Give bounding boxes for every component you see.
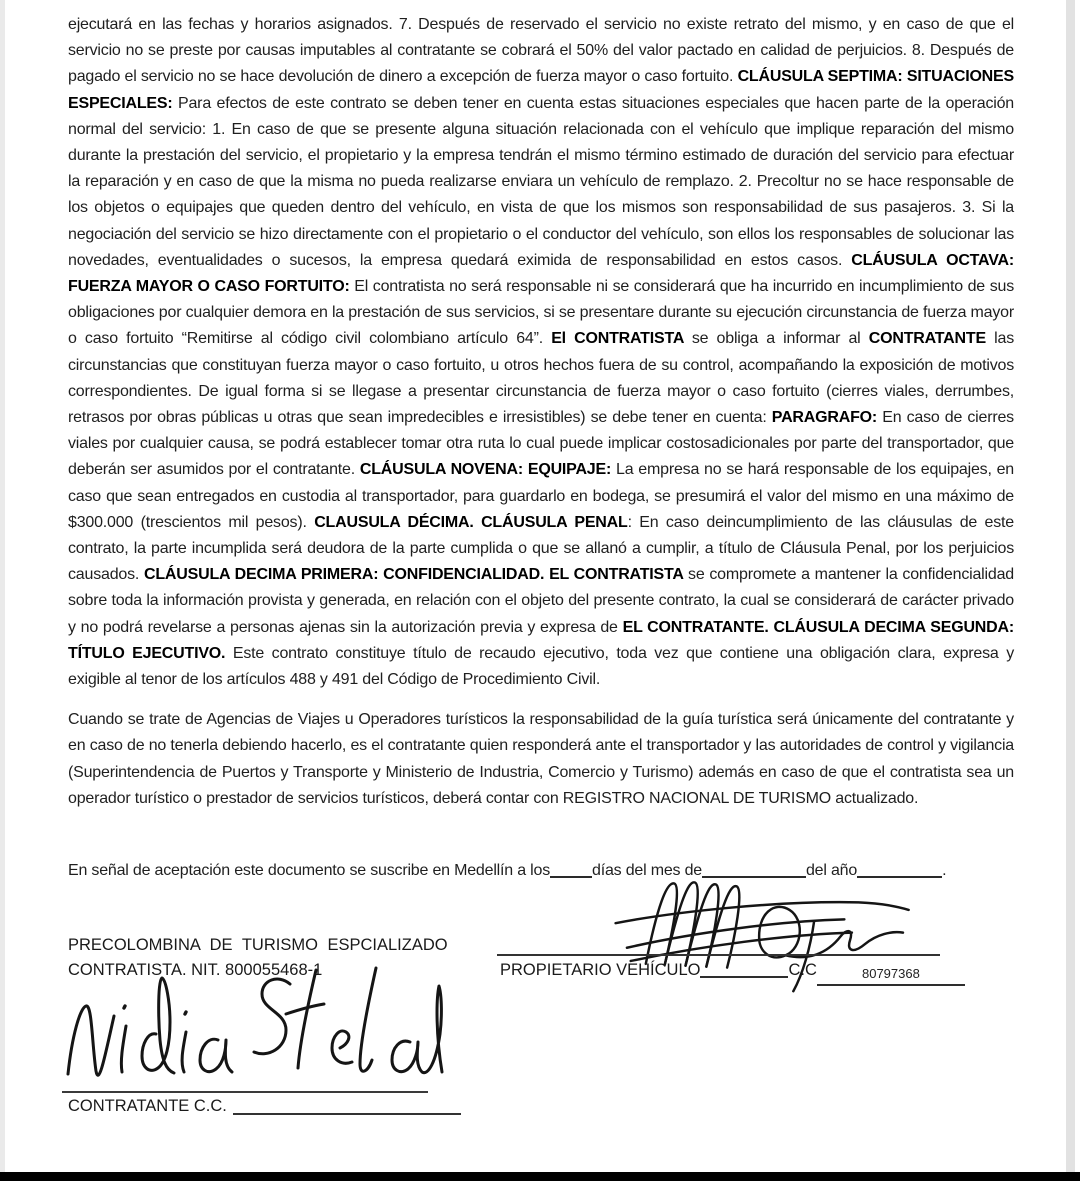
clause-text: El contratista no será responsable ni se considerará que ha incurrido en incumplimiento de sus obligaciones por cualquier demora en la prestación de sus servicios, si se presentare durante su ejecución circunstancia de fuerza mayor o caso fortuito “Remitirse al código civil colombiano artículo 64”.	[68, 278, 1014, 348]
clause-text: Este contrato constituye título de recaudo ejecutivo, toda vez que contiene una obligación clara, expresa y exigible al tenor de los artículos 488 y 491 del Código de Procedimiento Civil.	[68, 644, 1014, 689]
contratante-signature-line	[62, 1091, 428, 1093]
clause-heading-novena: CLÁUSULA NOVENA: EQUIPAJE:	[359, 461, 616, 479]
contratista-nit-line: CONTRATISTA. NIT. 800055468-1	[68, 961, 323, 979]
clause-text: se compromete a mantener la confidencialidad sobre toda la información provista y generada, en relación con el objeto del presente contrato, la cual se considerará de carácter privado y no podrá revelarse a personas ajenas sin la autorización previa y expresa de	[68, 566, 1014, 636]
clause-text: La empresa no se hará responsable de los equipajes, en caso que sean entregados en custodia al transportador, para guardarlo en bodega, se presumirá el valor del mismo en una máximo de $300.000 (trescientos mil pesos).	[68, 461, 1014, 531]
propietario-role-label: PROPIETARIO VEHÍCULO	[500, 961, 701, 979]
clause-text: ejecutará en las fechas y horarios asignados. 7. Después de reservado el servicio no existe retrato del mismo, y en caso de que el servicio no se preste por causas imputables al contratante se cobrará el 50% del valor pactado en calidad de perjuicios. 8. Después de pagado el servicio no se hace devolución de dinero a excepción de fuerza mayor o caso fortuito.	[68, 16, 1014, 86]
acceptance-text: En señal de aceptación este documento se suscribe en Medellín a los	[68, 862, 551, 880]
propietario-signature-line	[497, 954, 940, 956]
acceptance-text: días del mes de	[592, 862, 702, 880]
clause-text: se obliga a informar al	[691, 330, 869, 348]
clause-text: En caso de cierres viales por cualquier causa, se podrá establecer tomar otra ruta lo cual puede implicar costosadicionales por parte del transportador, que deberán ser asumidos por el contratante.	[68, 409, 1014, 479]
propietario-name-blank	[700, 960, 788, 978]
contract-clauses-paragraph	[68, 12, 1014, 693]
days-blank-field	[550, 860, 592, 878]
contratista-emphasis: El CONTRATISTA	[551, 330, 692, 348]
clause-text: Para efectos de este contrato se deben tener en cuenta estas situaciones especiales que hacen parte de la operación normal del servicio: 1. En caso de que se presente alguna situación relacionada con el vehículo que implique reparación del mismo durante la prestación del servicio, el propietario y la empresa tendrán el mismo término estimado de duración del servicio para efectuar la reparación y en caso de que la misma no pueda realizarse enviara un vehículo de remplazo. 2. Precoltur no se hace responsable de los objetos o equipajes que queden dentro del vehículo, en vista de que los mismos son responsabilidad de sus pasajeros. 3. Si la negociación del servicio se hizo directamente con el propietario o el conductor del vehículo, son ellos los responsables de solucionar las novedades, eventualidades o sucesos, la empresa quedará eximida de responsabilidad en estos casos.	[68, 94, 1015, 269]
agencias-viajes-paragraph: Cuando se trate de Agencias de Viajes u Operadores turísticos la responsabilidad de la guía turística será únicamente del contratante y en caso de no tenerla debiendo hacerlo, es el contratante quien responderá ante el transportador y las autoridades de control y vigilancia (Superintendencia de Puertos y Transporte y Ministerio de Industria, Comercio y Turismo) además en caso de que el contratista sea un operador turístico o prestador de servicios turísticos, deberá contar con REGISTRO NACIONAL DE TURISMO actualizado.	[68, 711, 1014, 807]
clause-heading-decima-primera: CLÁUSULA DECIMA PRIMERA: CONFIDENCIALIDAD. EL CONTRATISTA	[144, 566, 689, 584]
clause-heading-decima: CLAUSULA DÉCIMA. CLÁUSULA PENAL	[314, 513, 628, 531]
clause-heading-decima-segunda: EL CONTRATANTE. CLÁUSULA DECIMA SEGUNDA: TÍTULO EJECUTIVO.	[68, 618, 1014, 662]
contratante-role-line	[68, 1097, 461, 1116]
acceptance-text: del año	[805, 862, 858, 880]
propietario-role-line	[500, 960, 965, 986]
bottom-black-bar	[0, 1172, 1080, 1181]
contratante-emphasis: CONTRATANTE	[868, 330, 995, 348]
scrollbar-track[interactable]	[1066, 0, 1075, 1181]
page-left-edge	[0, 0, 5, 1181]
clause-heading-septima: CLÁUSULA SEPTIMA: SITUACIONES ESPECIALES:	[68, 68, 1014, 112]
contract-body	[68, 12, 1014, 900]
contratante-cc-label: CONTRATANTE C.C.	[68, 1097, 227, 1115]
contratante-handwritten-signature	[58, 956, 448, 1091]
clause-text: : En caso deincumplimiento de las cláusulas de este contrato, la parte incumplida será deudora de la parte cumplida o que se allanó a cumplir, a título de Cláusula Penal, por los perjuicios causados.	[68, 513, 1014, 584]
contratista-company-name: PRECOLOMBINA DE TURISMO ESPCIALIZADO	[68, 936, 448, 954]
clause-text: las circunstancias que constituyan fuerza mayor o caso fortuito, u otros hechos fuera de su control, acompañando la exposición de motivos correspondientes. De igual forma si se llegase a presentar circunstancia de fuerza mayor o caso fortuito (cierres viales, derrumbes, retrasos por obras públicas u otras que sean impredecibles e irresistibles) se debe tener en cuenta:	[68, 330, 1014, 427]
clause-heading-octava: CLÁUSULA OCTAVA: FUERZA MAYOR O CASO FORTUITO:	[68, 251, 1014, 296]
contratante-cc-blank	[233, 1097, 461, 1115]
acceptance-period: .	[942, 862, 947, 880]
propietario-cc-number: 80797368	[817, 966, 965, 986]
cc-label: C.C	[788, 961, 817, 979]
paragrafo-heading: PARAGRAFO:	[771, 409, 883, 427]
